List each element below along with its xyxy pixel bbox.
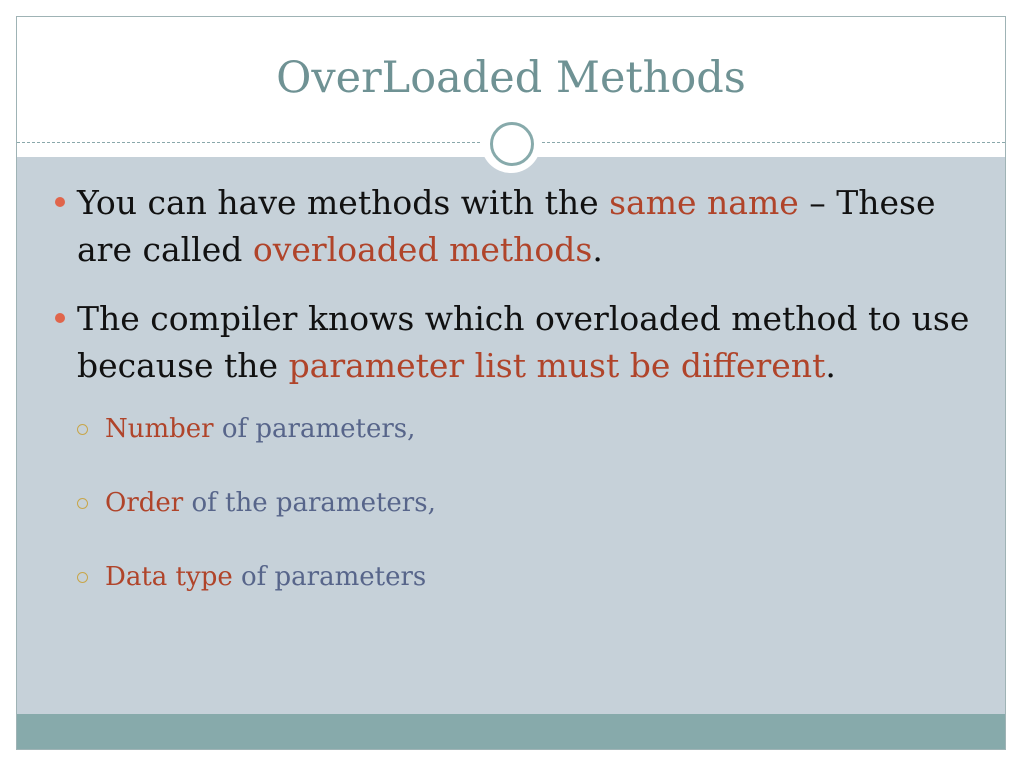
sub-bullet-list [53, 411, 983, 595]
bullet-text: . [825, 346, 836, 385]
bullet-highlight: same name [609, 183, 799, 222]
bullet-text: . [592, 230, 603, 269]
bullet-list [53, 179, 983, 633]
sub-bullet-highlight: Number [105, 414, 214, 444]
ring-bullet-icon [77, 424, 88, 435]
bullet-highlight: parameter list must be different [288, 346, 826, 385]
sub-bullet-text: of the parameters, [183, 488, 436, 518]
sub-bullet-highlight: Data type [105, 562, 233, 592]
sub-bullet-text: of parameters, [213, 414, 416, 444]
bullet-item [53, 179, 983, 273]
bullet-text: You can have methods with the [77, 183, 610, 222]
divider-ring-icon [490, 122, 534, 166]
slide [16, 16, 1006, 750]
sub-bullet-text: of parameters [232, 562, 427, 592]
ring-bullet-icon [77, 572, 88, 583]
bullet-dot-icon [55, 197, 65, 207]
sub-bullet-item [73, 559, 983, 595]
bullet-dot-icon [55, 313, 65, 323]
bullet-highlight: overloaded methods [252, 230, 593, 269]
footer-band [17, 714, 1005, 749]
bullet-text: – These are called [77, 183, 936, 269]
bullet-text: The compiler knows which overloaded method to use because the [77, 299, 970, 385]
sub-bullet-item [73, 411, 983, 447]
divider-circle-icon [481, 113, 541, 173]
bullet-item [53, 295, 983, 389]
slide-title: OverLoaded Methods [276, 53, 746, 103]
ring-bullet-icon [77, 498, 88, 509]
sub-bullet-highlight: Order [105, 488, 184, 518]
sub-bullet-item [73, 485, 983, 521]
